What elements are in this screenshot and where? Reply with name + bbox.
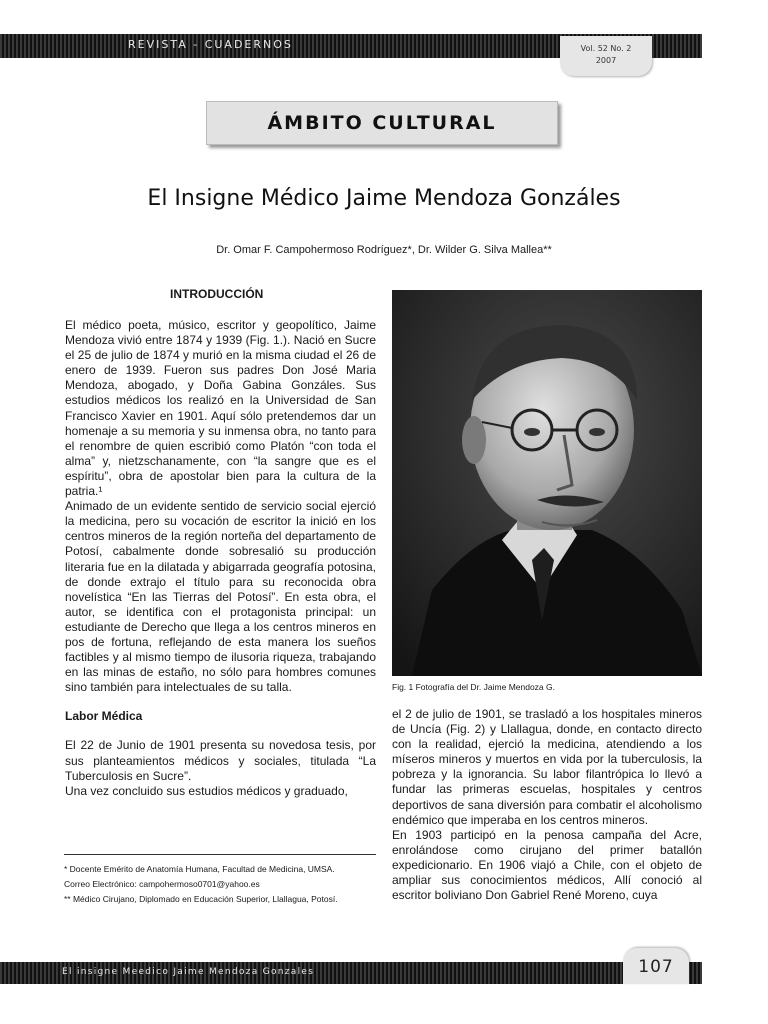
- portrait-image: [392, 290, 702, 676]
- intro-heading: INTRODUCCIÓN: [170, 287, 264, 301]
- figure-caption: Fig. 1 Fotografía del Dr. Jaime Mendoza G.: [392, 682, 555, 692]
- left-column: [65, 318, 376, 799]
- journal-name: REVISTA - CUADERNOS: [128, 38, 293, 51]
- paragraph: el 2 de julio de 1901, se trasladó a los hospitales mineros de Uncía (Fig. 2) y Llallagua, donde, en contacto directo con la realidad, ejerció la medicina, atendiendo a los míseros mineros y muertos en vida por la tuberculosis, la pobreza y la ignorancia. Su labor filantrópica lo llevó a fundar las primeras escuelas, hospitales y centros deportivos de sana diversión para combatir el alcoholismo endémico que imperaba en los centros mineros.: [392, 707, 702, 827]
- paragraph: El 22 de Junio de 1901 presenta su novedosa tesis, por sus planteamientos médicos y sociales, titulada “La Tuberculosis en Sucre”.: [65, 738, 376, 783]
- portrait-photo: [392, 290, 702, 676]
- footnote: ** Médico Cirujano, Diplomado en Educación Superior, Llallagua, Potosí.: [64, 894, 338, 904]
- volume-year: 2007: [595, 56, 617, 65]
- footnote-divider: [64, 854, 376, 855]
- section-label-box: [206, 101, 558, 145]
- footnotes: [64, 862, 338, 907]
- right-column: [392, 707, 702, 903]
- paragraph: En 1903 participó en la penosa campaña del Acre, enrolándose como cirujano del primer batallón expedicionario. En 1906 viajó a Chile, con el objeto de ampliar sus conocimientos médicos, Allí conoció al escritor boliviano Don Gabriel René Moreno, cuya: [392, 827, 702, 903]
- page-number: 107: [638, 957, 674, 977]
- section-heading: Labor Médica: [65, 709, 143, 724]
- running-title: El insigne Meedico Jaime Mendoza Gonzales: [62, 967, 315, 977]
- article-title: El Insigne Médico Jaime Mendoza Gonzáles: [147, 186, 621, 211]
- volume-tab: [560, 36, 652, 76]
- page-number-tab: [623, 948, 689, 984]
- paragraph: Una vez concluido sus estudios médicos y graduado,: [65, 783, 348, 798]
- footnote: Correo Electrónico: campohermoso0701@yahoo.es: [64, 879, 260, 889]
- paragraph: El médico poeta, músico, escritor y geopolítico, Jaime Mendoza vivió entre 1874 y 1939 (Fig. 1.). Nació en Sucre el 25 de julio de 1874 y murió en la misma ciudad el 26 de enero de 1939. Fueron sus padres Don José Maria Mendoza, abogado, y Doña Gabina Gonzáles. Sus estudios médicos los realizó en la Universidad de San Francisco Xavier en 1901. Aquí sólo pretendemos dar un homenaje a su memoria y su inmensa obra, no tanto para el renombre de quien escribió como Platón “con toda el alma” y, nietzschanamente, con “la sangre que es el espíritu”, obra de apostolar bien para la cultura de la patria.¹: [65, 318, 376, 499]
- article-authors: Dr. Omar F. Campohermoso Rodríguez*, Dr. Wilder G. Silva Mallea**: [216, 244, 552, 256]
- paragraph: Animado de un evidente sentido de servicio social ejerció la medicina, pero su vocación de escritor la inició en los centros mineros de la región norteña del departamento de Potosí, cabalmente donde sobresalió su producción literaria fue en la dilatada y abigarrada geografía potosina, de donde extrajo el título para su reconocida obra novelística “En las Tierras del Potosí”. En esta obra, el autor, se identifica con el protagonista principal: un estudiante de Derecho que llega a los centros mineros en pos de fortuna, reflejando de esta manera los sueños factibles y al mismo tiempo de ilusoria riqueza, trabajando en las minas de estaño, no sólo para hombres comunes sino también para intelectuales de su talla.: [65, 499, 376, 695]
- section-label: ÁMBITO CULTURAL: [267, 112, 497, 134]
- volume-number: Vol. 52 No. 2: [580, 44, 632, 53]
- footnote: * Docente Emérito de Anatomía Humana, Facultad de Medicina, UMSA.: [64, 864, 335, 874]
